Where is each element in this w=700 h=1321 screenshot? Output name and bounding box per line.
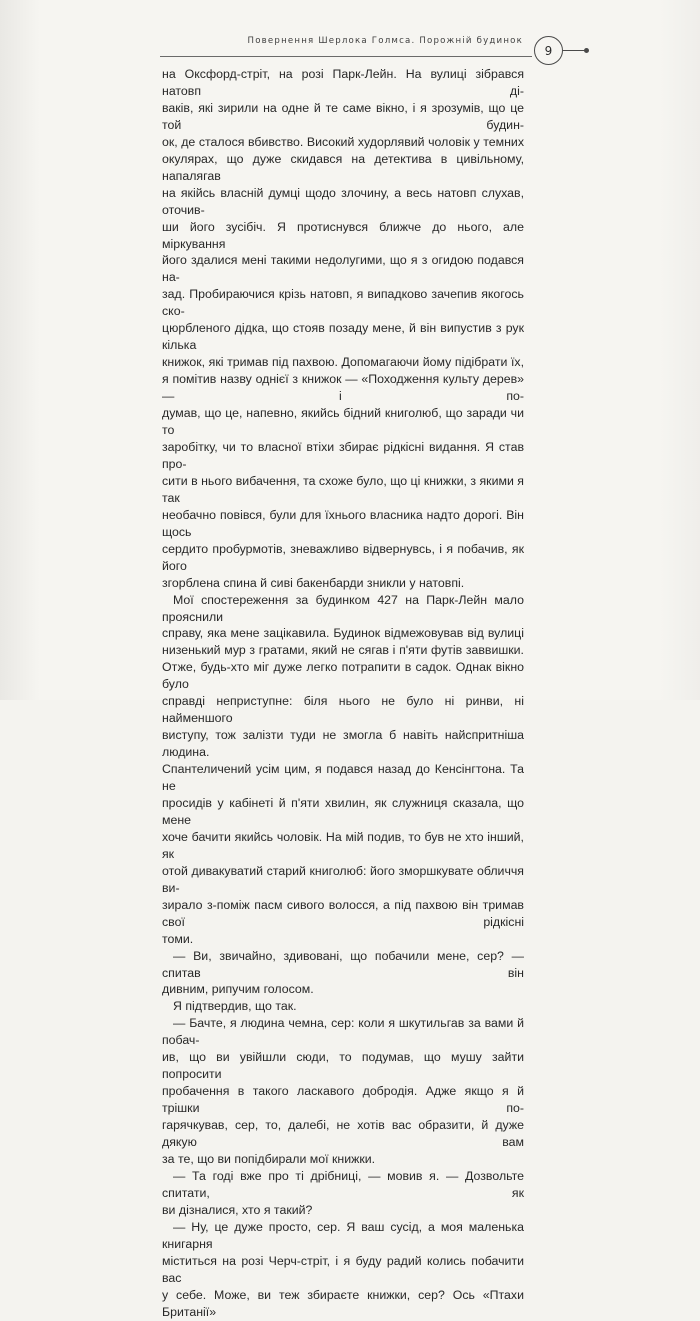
- page-number-badge: [534, 36, 563, 65]
- text-line: на якійсь власній думці щодо злочину, а весь натовп слухав, оточив-: [162, 185, 524, 217]
- text-line: — Та годі вже про ті дрібниці, — мовив я. — Дозвольте спитати, як: [162, 1168, 524, 1200]
- text-line: гарячкував, сер, то, далебі, не хотів вас образити, й дуже дякую вам: [162, 1118, 524, 1150]
- text-line: — Бачте, я людина чемна, сер: коли я шкутильгав за вами й побач-: [162, 1016, 524, 1048]
- text-line: я помітив назву однієї з книжок — «Походження культу дерев» — і по-: [162, 372, 524, 404]
- text-line: Мої спостереження за будинком 427 на Парк-Лейн мало прояснили: [162, 592, 524, 624]
- text-line: томи.: [162, 931, 194, 946]
- text-line: ши його зусібіч. Я протиснувся ближче до нього, але міркування: [162, 219, 524, 251]
- text-line: сити в нього вибачення, та схоже було, що ці книжки, з якими я так: [162, 473, 524, 505]
- text-line: хоче бачити якийсь чоловік. На мій подив, то був не хто інший, як: [162, 829, 524, 861]
- text-line: виступу, тож залізти туди не змогла б навіть найспритніша людина.: [162, 728, 524, 760]
- text-line: ви дізналися, хто я такий?: [162, 1202, 313, 1217]
- text-line: сердито пробурмотів, зневажливо відвернувсь, і я побачив, як його: [162, 541, 524, 573]
- text-line: книжок, які тримав під пахвою. Допомагаючи йому підібрати їх,: [162, 355, 524, 370]
- text-line: справді неприступне: біля нього не було ні ринви, ні найменшого: [162, 694, 524, 726]
- text-line: зад. Пробираючися крізь натовп, я випадково зачепив якогось ско-: [162, 287, 524, 319]
- text-line: низенький мур з гратами, який не сягав і п'яти футів заввишки.: [162, 643, 524, 658]
- text-line: ваків, які зирили на одне й те саме вікно, і я зрозумів, що це той будин-: [162, 100, 524, 132]
- text-line: Я підтвердив, що так.: [173, 999, 297, 1014]
- text-line: на Оксфорд-стріт, на розі Парк-Лейн. На вулиці зібрався натовп ді-: [162, 67, 524, 98]
- text-line: цюрбленого дідка, що стояв позаду мене, й він випустив з рук кілька: [162, 321, 524, 353]
- text-line: необачно повівся, були для їхнього власника надто дорогі. Він щось: [162, 507, 524, 539]
- text-line: зирало з-поміж пасм сивого волосся, а під пахвою він тримав свої рідкісні: [162, 897, 524, 929]
- text-line: дивним, рипучим голосом.: [162, 982, 314, 997]
- text-line: згорблена спина й сиві бакенбарди зникли у натовпі.: [162, 575, 465, 590]
- text-line: просидів у кабінеті й п'яти хвилин, як служниця сказала, що мене: [162, 795, 524, 827]
- text-line: його здалися мені такими недолугими, що я з огидою подався на-: [162, 253, 524, 285]
- text-line: за те, що ви попідбирали мої книжки.: [162, 1152, 376, 1166]
- page-number-line: [563, 50, 585, 51]
- text-line: окулярах, що дуже скидався на детектива в цивільному, напалягав: [162, 151, 524, 183]
- page-number: 9: [544, 43, 553, 58]
- page-number-dot-icon: [584, 48, 589, 53]
- text-line: заробітку, чи то власної втіхи збирає рідкісні видання. Я став про-: [162, 439, 524, 471]
- text-line: у себе. Може, ви теж збираєте книжки, сер? Ось «Птахи Британії»: [162, 1287, 524, 1319]
- text-line: Спантеличений усім цим, я подався назад до Кенсінгтона. Та не: [162, 762, 524, 794]
- text-line: — Ну, це дуже просто, сер. Я ваш сусід, а моя маленька книгарня: [162, 1219, 524, 1251]
- text-line: Отже, будь-хто міг дуже легко потрапити в садок. Однак вікно було: [162, 660, 524, 692]
- text-line: думав, що це, напевно, якийсь бідний книголюб, що заради чи то: [162, 406, 524, 438]
- text-line: ок, де сталося вбивство. Високий худорлявий чоловік у темних: [162, 134, 524, 149]
- header-rule: [160, 56, 532, 57]
- text-line: — Ви, звичайно, здивовані, що побачили мене, сер? — спитав він: [162, 948, 524, 980]
- body-text: [162, 66, 524, 1321]
- text-line: ив, що ви увійшли сюди, то подумав, що мушу зайти попросити: [162, 1050, 524, 1082]
- running-header: Повернення Шерлока Голмса. Порожній будинок: [247, 36, 523, 46]
- text-line: пробачення в такого ласкавого добродія. Адже якщо я й трішки по-: [162, 1084, 524, 1116]
- text-line: міститься на розі Черч-стріт, і я буду радий колись побачити вас: [162, 1253, 524, 1285]
- text-line: отой дивакуватий старий книголюб: його зморшкувате обличчя ви-: [162, 863, 524, 895]
- text-line: справу, яка мене зацікавила. Будинок відмежовував від вулиці: [162, 626, 524, 641]
